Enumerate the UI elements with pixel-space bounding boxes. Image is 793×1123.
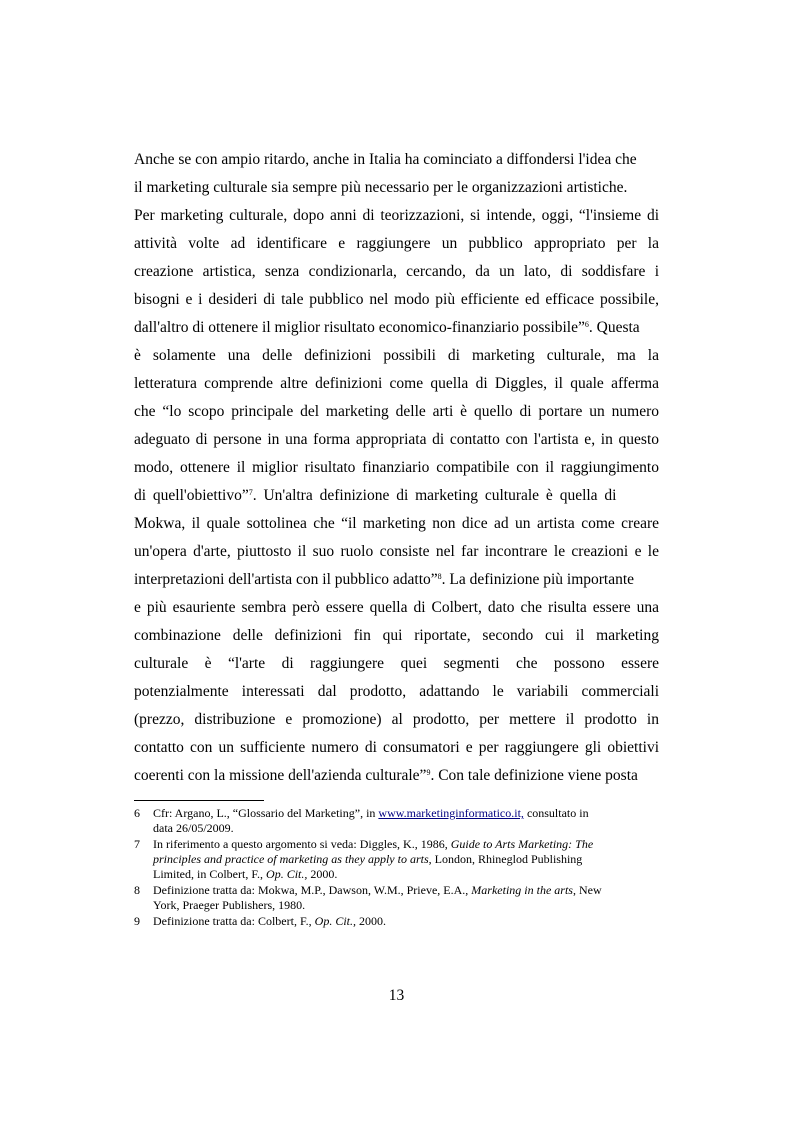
footnote-ref-6: 6 (584, 320, 589, 329)
body-line-14: Mokwa, il quale sottolinea che “il marketing non dice ad un artista come creare (134, 515, 659, 532)
body-line-3: Per marketing culturale, dopo anni di teorizzazioni, si intende, oggi, “l'insieme di (134, 207, 659, 224)
footnote-7-text: In riferimento a questo argomento si veda: Diggles, K., 1986, (153, 837, 451, 851)
footnote-9-op-cit: Op. Cit., (314, 914, 357, 928)
footnote-7-line-1 (153, 837, 659, 852)
body-line-9: letteratura comprende altre definizioni come quella di Diggles, il quale afferma (134, 375, 659, 392)
body-line-10: che “lo scopo principale del marketing delle arti è quello di portare un numero (134, 403, 659, 420)
body-line-23 (134, 766, 659, 786)
body-line-16 (134, 570, 659, 590)
body-line-4: attività volte ad identificare e raggiungere un pubblico appropriato per la (134, 235, 659, 252)
footnote-6-line-2: data 26/05/2009. (153, 821, 234, 835)
body-line-8: è solamente una delle definizioni possibili di marketing culturale, ma la (134, 347, 659, 364)
footnote-7 (134, 837, 659, 882)
footnote-8-text-tail: , New (572, 883, 602, 897)
body-line-12: modo, ottenere il miglior risultato finanziario compatibile con il raggiungimento (134, 459, 659, 476)
footnote-7-publisher: , London, Rhineglod Publishing (428, 852, 583, 866)
footnote-6-text: Cfr: Argano, L., “Glossario del Marketing”, in (153, 806, 379, 820)
body-line-20: potenzialmente interessati dal prodotto, adattando le variabili commerciali (134, 683, 659, 700)
footnote-number: 9 (134, 914, 140, 928)
body-line-1: Anche se con ampio ritardo, anche in Italia ha cominciato a diffondersi l'idea che (134, 151, 637, 168)
footnote-number: 7 (134, 837, 140, 851)
footnote-6-text-tail: consultato in (523, 806, 589, 820)
body-line-7 (134, 318, 659, 338)
footnote-8-title: Marketing in the arts (471, 883, 573, 897)
body-line-6: bisogni e i desideri di tale pubblico nel modo più efficiente ed efficace possibile, (134, 291, 659, 308)
page-number: 13 (388, 987, 405, 1004)
footnote-9 (134, 914, 659, 929)
footnote-7-year: 2000. (307, 867, 338, 881)
body-line-19: culturale è “l'arte di raggiungere quei segmenti che possono essere (134, 655, 659, 672)
body-line-13-text: di quell'obiettivo” (134, 487, 249, 504)
body-line-7-text: dall'altro di ottenere il miglior risultato economico-finanziario possibile” (134, 319, 585, 336)
body-line-13 (134, 486, 659, 506)
footnote-8 (134, 883, 659, 913)
body-line-5: creazione artistica, senza condizionarla, cercando, da un lato, di soddisfare i (134, 263, 659, 280)
body-line-16-text: interpretazioni dell'artista con il pubblico adatto” (134, 571, 438, 588)
footnote-6 (134, 806, 659, 836)
footnote-8-text: Definizione tratta da: Mokwa, M.P., Dawson, W.M., Prieve, E.A., (153, 883, 472, 897)
footnote-7-op-cit: Op. Cit., (266, 867, 308, 881)
body-line-23-tail: . Con tale definizione viene posta (430, 767, 638, 784)
body-line-11: adeguato di persone in una forma appropriata di contatto con l'artista e, in questo (134, 431, 659, 448)
footnote-9-line-1 (153, 914, 659, 929)
footnote-6-line-1 (153, 806, 659, 821)
footnote-7-title-part-2: principles and practice of marketing as they apply to arts (153, 852, 429, 866)
footnote-7-line-3 (153, 867, 659, 882)
marketinginformatico-link[interactable]: www.marketinginformatico.it, (378, 806, 524, 820)
body-line-13-tail: . Un'altra definizione di marketing culturale è quella di (252, 487, 617, 504)
body-line-23-text: coerenti con la missione dell'azienda culturale” (134, 767, 427, 784)
footnote-9-text: Definizione tratta da: Colbert, F., (153, 914, 315, 928)
footnote-8-line-1 (153, 883, 659, 898)
footnote-9-year: 2000. (356, 914, 387, 928)
body-line-22: contatto con un sufficiente numero di consumatori e per raggiungere gli obiettivi (134, 739, 659, 756)
body-line-2: il marketing culturale sia sempre più necessario per le organizzazioni artistiche. (134, 179, 628, 196)
footnote-number: 8 (134, 883, 140, 897)
footnote-7-title-part-1: Guide to Arts Marketing: The (450, 837, 594, 851)
body-line-7-tail: . Questa (588, 319, 640, 336)
footnote-7-source: Limited, in Colbert, F., (153, 867, 267, 881)
body-line-17: e più esauriente sembra però essere quella di Colbert, dato che risulta essere una (134, 599, 659, 616)
footnote-ref-9: 9 (426, 768, 431, 777)
body-line-21: (prezzo, distribuzione e promozione) al prodotto, per mettere il prodotto in (134, 711, 659, 728)
footnote-ref-8: 8 (437, 572, 442, 581)
footnote-8-line-2: York, Praeger Publishers, 1980. (153, 898, 306, 912)
footnote-ref-7: 7 (248, 488, 253, 497)
body-line-18: combinazione delle definizioni fin qui riportate, secondo cui il marketing (134, 627, 659, 644)
footnote-number: 6 (134, 806, 140, 820)
footnote-7-line-2 (153, 852, 659, 867)
body-line-15: un'opera d'arte, piuttosto il suo ruolo consiste nel far incontrare le creazioni e le (134, 543, 659, 560)
body-line-16-tail: . La definizione più importante (441, 571, 635, 588)
footnote-separator (134, 800, 264, 801)
